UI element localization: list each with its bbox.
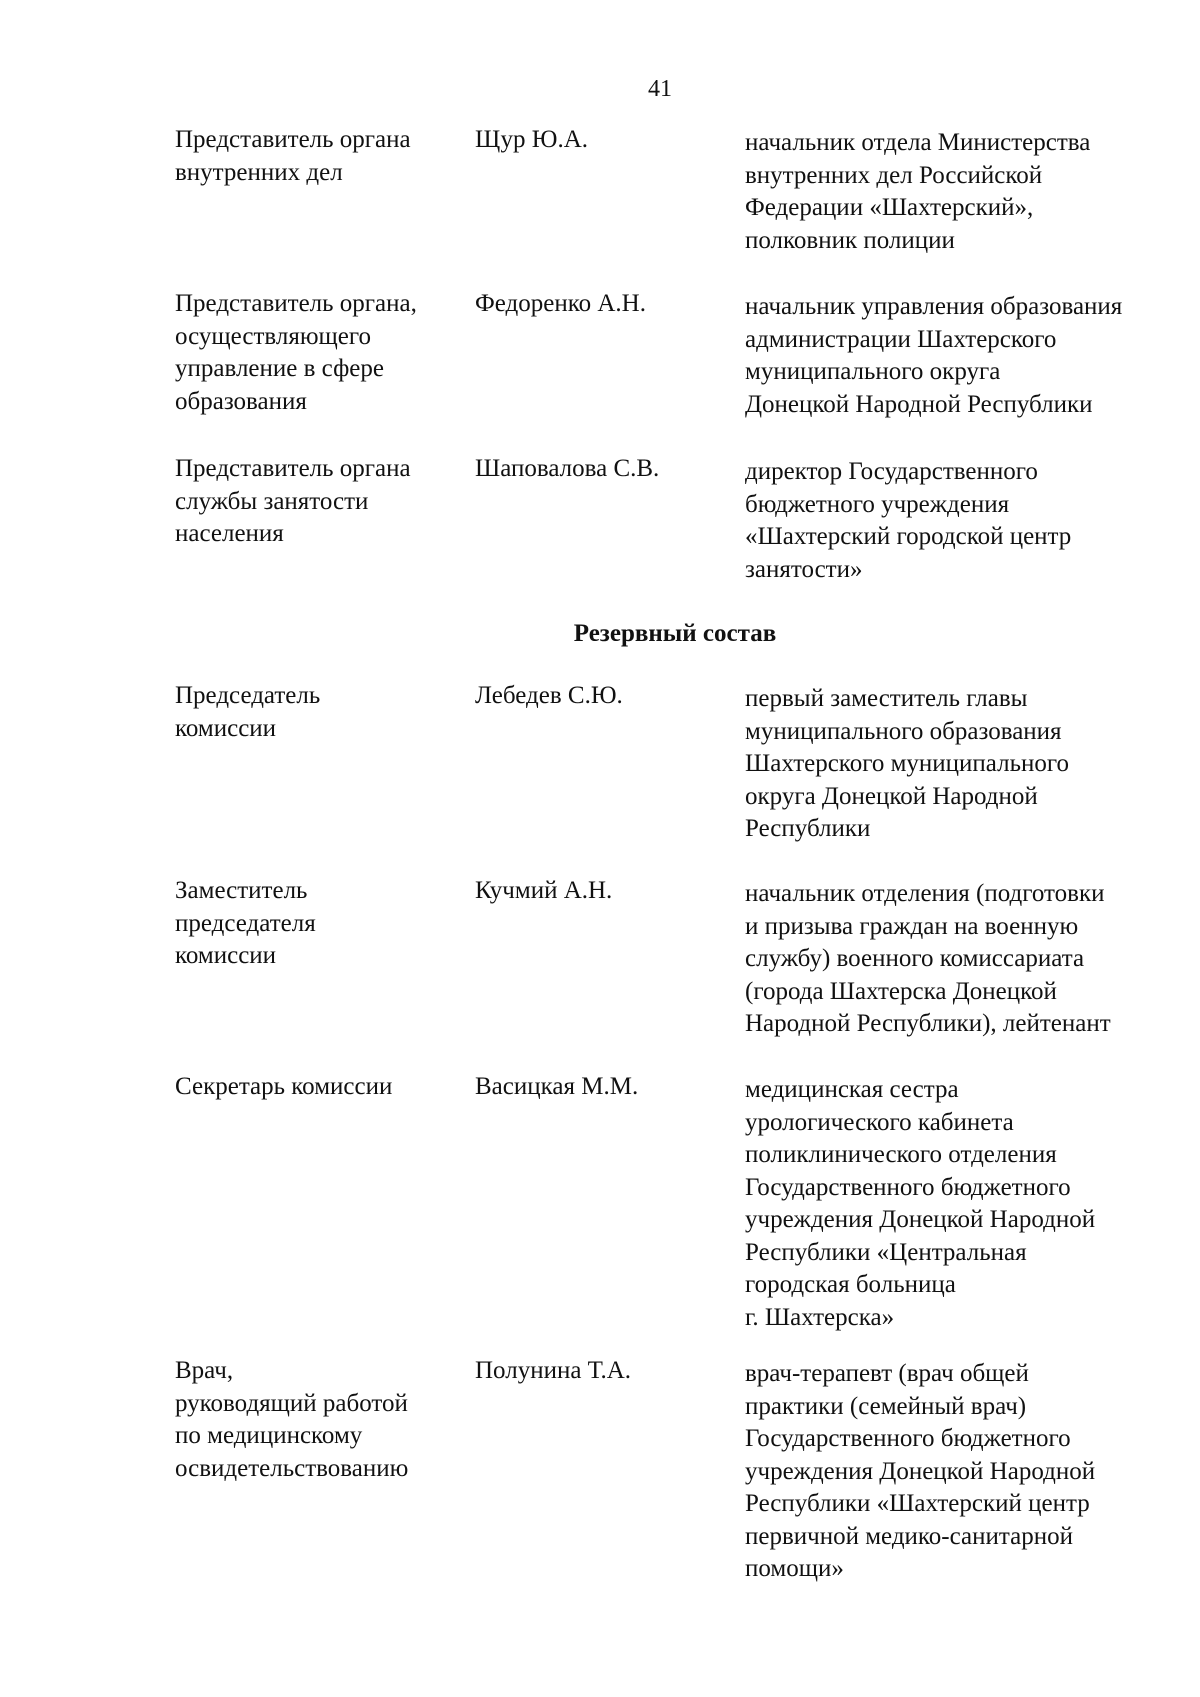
description-line: муниципального округа [745, 358, 1001, 385]
role-line: председателя [175, 909, 316, 937]
description-line: учреждения Донецкой Народной [745, 1206, 1096, 1233]
member-description [745, 683, 1069, 846]
description-line: помощи» [745, 1555, 844, 1582]
member-role [175, 453, 411, 551]
description-line: службу) военного комиссариата [745, 945, 1085, 972]
role-line: освидетельствованию [175, 1454, 409, 1482]
role-line: Председатель [175, 682, 321, 709]
role-line: Заместитель [175, 877, 308, 904]
member-name: Щур Ю.А. [475, 126, 589, 153]
description-line: начальник отдела Министерства [745, 129, 1091, 156]
member-name: Лебедев С.Ю. [475, 682, 623, 709]
description-line: Республики «Шахтерский центр [745, 1490, 1090, 1517]
member-name: Федоренко А.Н. [475, 290, 646, 317]
member-role [175, 124, 411, 189]
role-line: руководящий работой [175, 1389, 408, 1417]
role-line: комиссии [175, 714, 277, 742]
description-line: первый заместитель главы [745, 685, 1028, 712]
description-line: округа Донецкой Народной [745, 782, 1038, 810]
member-role [175, 1071, 392, 1104]
description-line: Государственного бюджетного [745, 1425, 1071, 1452]
role-line: Секретарь комиссии [175, 1073, 393, 1100]
description-line: учреждения Донецкой Народной [745, 1457, 1096, 1485]
description-line: Шахтерского муниципального [745, 750, 1069, 777]
description-line: практики (семейный врач) [745, 1392, 1027, 1420]
description-line: и призыва граждан на военную [745, 912, 1079, 940]
member-role [175, 875, 316, 973]
role-line: Врач, [175, 1357, 234, 1384]
role-line: Представитель органа [175, 455, 411, 482]
description-line: занятости» [745, 555, 863, 583]
description-line: внутренних дел Российской [745, 161, 1043, 189]
member-name: Васицкая М.М. [475, 1073, 639, 1100]
member-description [745, 1358, 1095, 1586]
member-description [745, 878, 1111, 1041]
role-line: внутренних дел [175, 158, 343, 186]
description-line: администрации Шахтерского [745, 325, 1057, 353]
description-line: первичной медико-санитарной [745, 1522, 1073, 1550]
member-name: Полунина Т.А. [475, 1357, 632, 1384]
description-line: начальник отделения (подготовки [745, 880, 1105, 907]
description-line: медицинская сестра [745, 1076, 959, 1103]
member-name: Кучмий А.Н. [475, 877, 613, 904]
member-description [745, 127, 1090, 257]
description-line: Государственного бюджетного [745, 1173, 1071, 1201]
member-description [745, 291, 1122, 421]
description-line: Донецкой Народной Республики [745, 390, 1093, 418]
member-role [175, 1355, 408, 1485]
role-line: Представитель органа, [175, 290, 417, 317]
description-line: полковник полиции [745, 226, 955, 254]
role-line: населения [175, 520, 284, 547]
description-line: городская больница [745, 1271, 956, 1298]
description-line: муниципального образования [745, 717, 1062, 745]
reserve-heading: Резервный состав [573, 620, 777, 647]
role-line: Представитель органа [175, 126, 411, 153]
member-role [175, 288, 417, 418]
member-name: Шаповалова С.В. [475, 455, 660, 482]
description-line: начальник управления образования [745, 293, 1123, 320]
member-description [745, 1074, 1095, 1334]
description-line: Федерации «Шахтерский», [745, 194, 1034, 221]
role-line: службы занятости [175, 487, 369, 515]
role-line: образования [175, 387, 307, 415]
member-role [175, 680, 320, 745]
description-line: директор Государственного [745, 458, 1038, 485]
description-line: «Шахтерский городской центр [745, 523, 1072, 550]
description-line: (города Шахтерска Донецкой [745, 977, 1057, 1005]
role-line: управление в сфере [175, 355, 384, 382]
description-line: урологического кабинета [745, 1108, 1014, 1136]
role-line: по медицинскому [175, 1422, 363, 1449]
description-line: Народной Республики), лейтенант [745, 1010, 1111, 1037]
description-line: Республики [745, 815, 871, 842]
role-line: осуществляющего [175, 322, 371, 350]
description-line: врач-терапевт (врач общей [745, 1360, 1029, 1387]
member-description [745, 456, 1071, 586]
description-line: бюджетного учреждения [745, 490, 1010, 518]
description-line: Республики «Центральная [745, 1238, 1027, 1266]
role-line: комиссии [175, 942, 277, 969]
page-number: 41 [648, 76, 672, 102]
description-line: поликлинического отделения [745, 1141, 1057, 1168]
description-line: г. Шахтерска» [745, 1303, 895, 1331]
